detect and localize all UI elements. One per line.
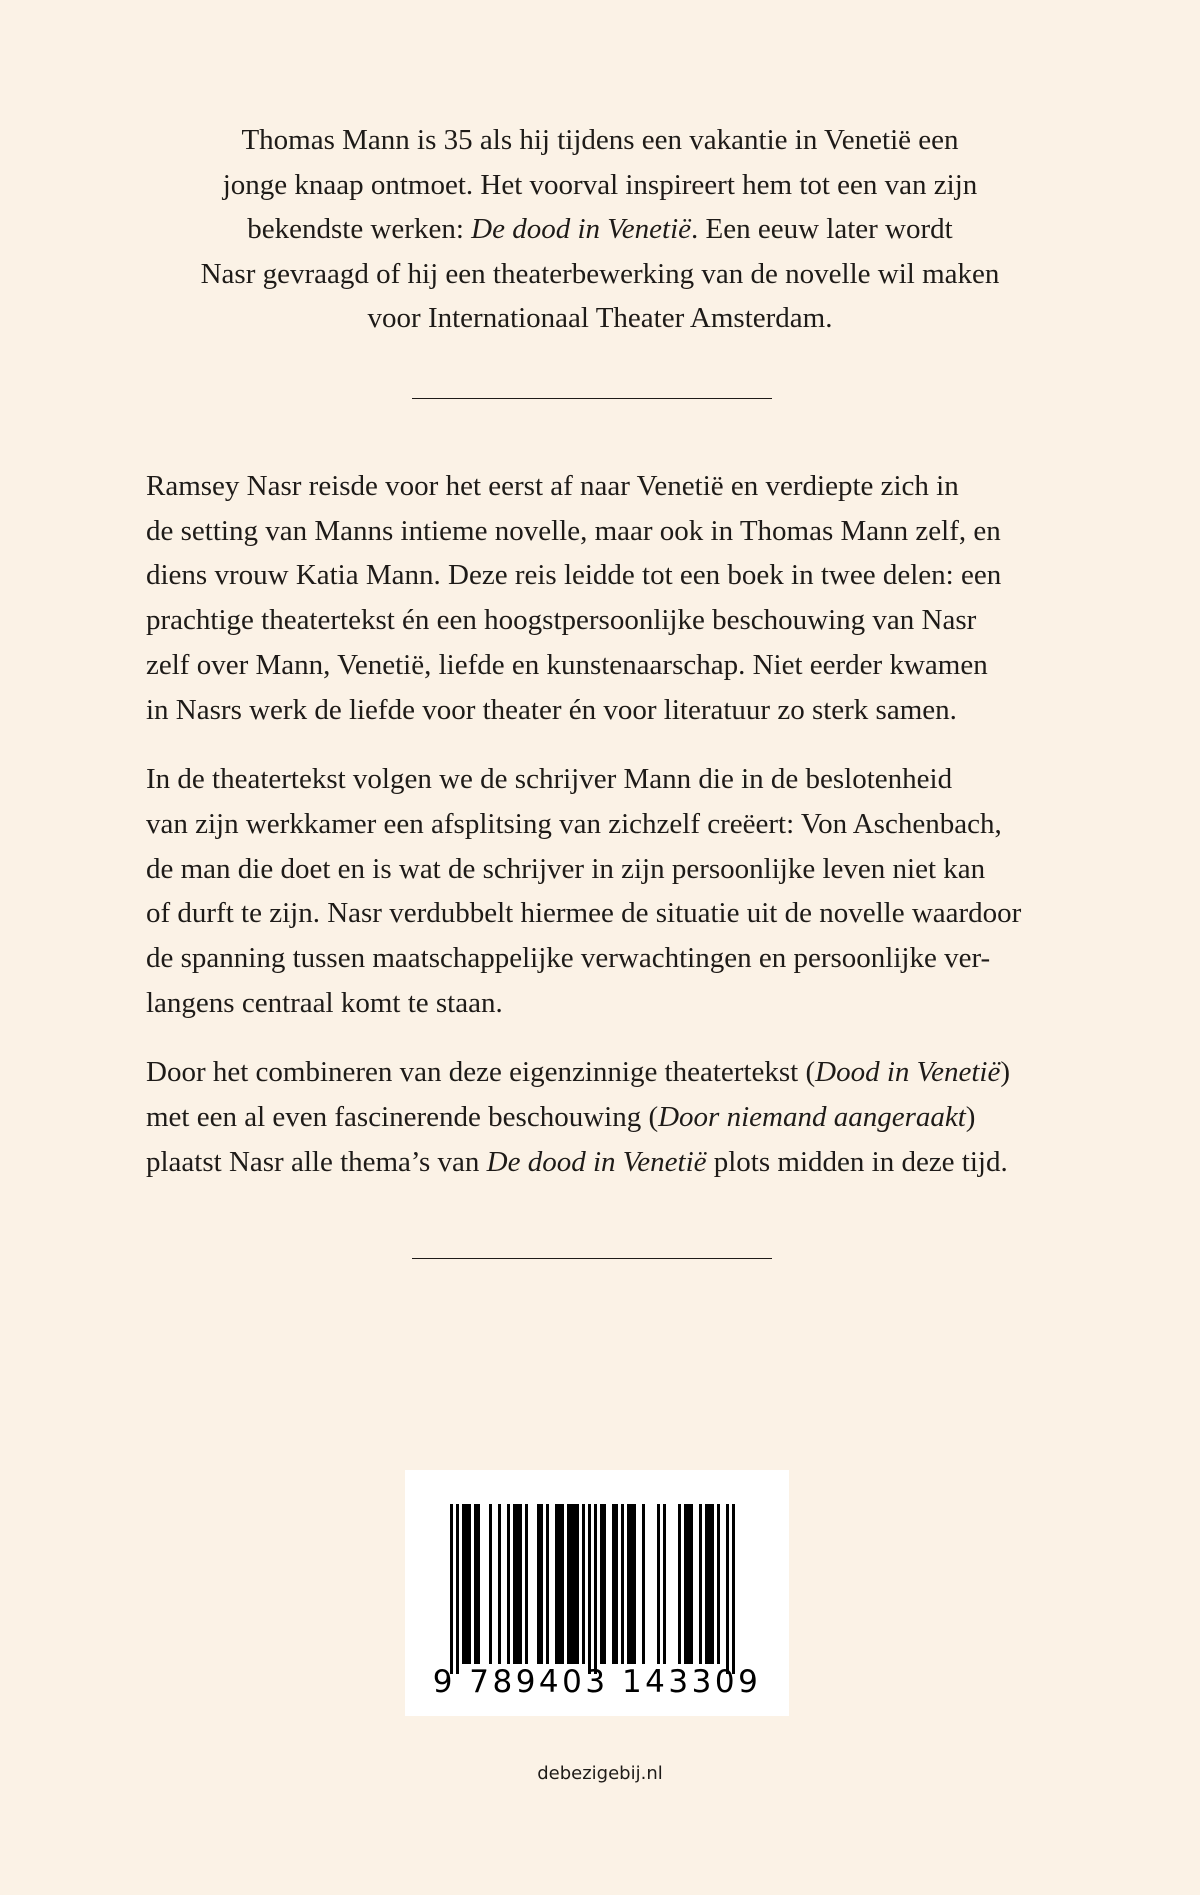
barcode-bar [546,1504,549,1664]
body-line: de spanning tussen maatschappelijke verwachtingen en persoonlijke ver- [146,942,991,975]
body-line: In de theatertekst volgen we de schrijver Mann die in de beslotenheid [146,763,953,796]
body-line [146,1095,1071,1140]
body-line: in Nasrs werk de liefde voor theater én voor literatuur zo sterk samen. [146,693,957,726]
paragraph-3 [146,1050,1071,1184]
body-line: langens centraal komt te staan. [146,986,503,1019]
barcode-bar [561,1504,564,1664]
publisher-website: debezigebij.nl [537,1763,663,1784]
barcode-bar [576,1504,579,1664]
intro-line: jonge knaap ontmoet. Het voorval inspireert hem tot een van zijn [222,168,978,201]
body-text: ) [965,1101,976,1134]
barcode-bar [474,1504,477,1664]
barcode-bar [705,1504,708,1664]
barcode-bar [690,1504,693,1664]
paragraph-2 [146,757,1071,1025]
barcode-bar [537,1504,540,1664]
intro-line: voor Internationaal Theater Amsterdam. [367,302,833,334]
barcode-bar [603,1504,606,1664]
barcode-bar [627,1504,630,1664]
intro-blurb [150,118,1050,341]
barcode-bar [588,1504,591,1674]
body-line [146,1140,1071,1185]
barcode-bar [555,1504,558,1664]
paragraph-1 [146,464,1071,732]
barcode-bar [456,1504,459,1674]
barcode-bar [489,1504,492,1664]
barcode-bar [582,1504,585,1664]
essay-title: Door niemand aangeraakt [658,1101,966,1134]
barcode-bar [594,1504,597,1674]
barcode-bar [540,1504,543,1664]
book-title: De dood in Venetië [471,213,691,245]
description-body [146,464,1071,1185]
intro-line: Thomas Mann is 35 als hij tijdens een vakantie in Venetië een [241,124,959,156]
barcode-bar [642,1504,645,1664]
barcode-bar [573,1504,576,1664]
intro-text: bekendste werken: [247,213,472,245]
intro-text: . Een eeuw later wordt [691,213,953,245]
barcode-bar [498,1504,501,1664]
body-text: plots midden in deze tijd. [706,1145,1008,1178]
divider-top [412,398,772,399]
barcode-bar [450,1504,453,1674]
body-text: Door het combineren van deze eigenzinnige theatertekst ( [146,1056,816,1089]
body-line: Ramsey Nasr reisde voor het eerst af naar Venetië en verdiepte zich in [146,470,959,502]
barcode-bar [570,1504,573,1664]
barcode-bar [468,1504,471,1664]
barcode-bar [507,1504,510,1664]
barcode-bar [519,1504,522,1664]
barcode-bar [600,1504,603,1664]
body-line: of durft te zijn. Nasr verdubbelt hiermee de situatie uit de novelle waardoor [146,897,1022,930]
barcode-bar [621,1504,624,1664]
barcode-bar [525,1504,528,1664]
barcode-bar [558,1504,561,1664]
barcode-bar [567,1504,570,1664]
body-text: plaatst Nasr alle thema’s van [146,1145,487,1178]
barcode-bar [612,1504,615,1664]
barcode-bar [717,1504,720,1664]
isbn-barcode [405,1470,789,1716]
body-line: prachtige theatertekst én een hoogstpersoonlijke beschouwing van Nasr [146,604,977,637]
intro-line [150,207,1050,252]
barcode-bar [630,1504,633,1664]
barcode-bar [726,1504,729,1674]
divider-bottom [412,1258,772,1259]
barcode-bar [687,1504,690,1664]
intro-line: Nasr gevraagd of hij een theaterbewerking van de novelle wil maken [200,257,1000,290]
body-text: ) [1000,1056,1011,1089]
barcode-bar [711,1504,714,1664]
body-line [146,1050,1071,1095]
barcode-bar [633,1504,636,1664]
barcode-bar [678,1504,681,1664]
barcode-bar [465,1504,468,1664]
barcode-bar [663,1504,666,1664]
barcode-bar [708,1504,711,1664]
body-text: met een al even fascinerende beschouwing ( [146,1101,659,1134]
barcode-bar [699,1504,702,1664]
barcode-bar [516,1504,519,1664]
barcode-bar [477,1504,480,1664]
body-line: diens vrouw Katia Mann. Deze reis leidde tot een boek in twee delen: een [146,559,1002,592]
play-title: Dood in Venetië [815,1056,1001,1089]
barcode-bar [732,1504,735,1674]
body-line: van zijn werkkamer een afsplitsing van zichzelf creëert: Von Aschenbach, [146,807,1002,840]
body-line: de setting van Manns intieme novelle, maar ook in Thomas Mann zelf, en [146,514,1001,547]
book-title: De dood in Venetië [486,1145,707,1178]
body-line: de man die doet en is wat de schrijver in zijn persoonlijke leven niet kan [146,852,986,885]
barcode-bar [657,1504,660,1664]
barcode-bar [684,1504,687,1664]
barcode-bar [462,1504,465,1664]
barcode-bar [513,1504,516,1664]
body-line: zelf over Mann, Venetië, liefde en kunstenaarschap. Niet eerder kwamen [146,648,988,681]
isbn-number: 9 789403 143309 [432,1664,762,1700]
barcode-bar [615,1504,618,1664]
